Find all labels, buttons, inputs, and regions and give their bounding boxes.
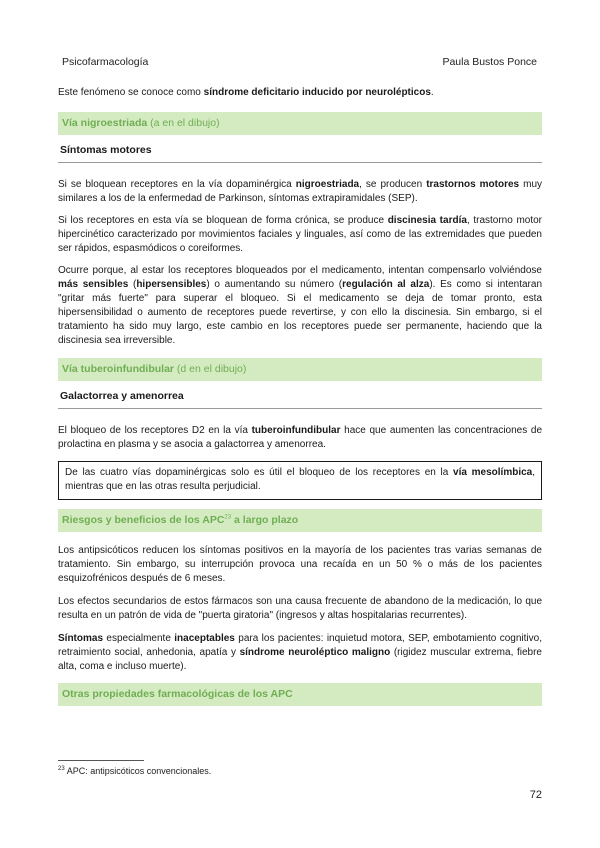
highlight-box: De las cuatro vías dopaminérgicas solo es útil el bloqueo de los receptores en la vía mesolímbica, mientras que en las otras resulta perjudicial. <box>58 461 542 500</box>
footnote-separator <box>58 760 144 761</box>
header-author: Paula Bustos Ponce <box>442 56 537 68</box>
subheading-rule <box>58 408 542 409</box>
page-number: 72 <box>529 789 542 801</box>
intro-paragraph: Este fenómeno se conoce como síndrome deficitario inducido por neurolépticos. <box>58 87 434 98</box>
subheading-rule <box>58 162 542 163</box>
subheading-galactorrea: Galactorrea y amenorrea <box>60 390 184 402</box>
paragraph-tubero-1: El bloqueo de los receptores D2 en la vía tuberoinfundibular hace que aumenten las concentraciones de prolactina en plasma y se asocia a galactorrea y amenorrea. <box>58 425 543 450</box>
section-band-otras-propiedades: Otras propiedades farmacológicas de los APC <box>58 683 542 706</box>
section-band-riesgos: Riesgos y beneficios de los APC$^{23}$ a largo plazo <box>58 509 542 532</box>
paragraph-riesgos-2: Los efectos secundarios de estos fármacos son una causa frecuente de abandono de la medicación, lo que resulta en un patrón de vida de "puerta giratoria" (ingresos y altas hospitalarias recurrentes). <box>58 596 542 621</box>
paragraph-riesgos-3: Síntomas especialmente inaceptables para los pacientes: inquietud motora, SEP, embotamiento cognitivo, retraimiento social, anhedonia, apatía y síndrome neuroléptico maligno (rigidez muscular extrema, fiebre alta, coma e incluso muerte). <box>58 633 542 672</box>
section-band-nigroestriada: Vía nigroestriada (a en el dibujo) <box>58 112 542 135</box>
page-content <box>58 86 542 706</box>
paragraph-nigro-3: Ocurre porque, al estar los receptores bloqueados por el medicamento, intentan compensarlo volviéndose más sensibles (hipersensibles) o aumentando su número (regulación al alza). Es como si intentaran "gritar más fuerte" para superar el bloqueo. Si el medicamento se deja de tomar pronto, esta hipersensibilidad o aumento de receptores puede revertirse, y con ello la discinesia. Sin embargo, si el tratamiento ha sido muy largo, este cambio en los receptores puede ser permanente, haciendo que la discinesia sea irreversible. <box>58 265 543 346</box>
subheading-sintomas-motores: Síntomas motores <box>60 144 152 156</box>
section-band-tuberoinfundibular: Vía tuberoinfundibular (d en el dibujo) <box>58 358 542 381</box>
paragraph-riesgos-1: Los antipsicóticos reducen los síntomas positivos en la mayoría de los pacientes tras varias semanas de tratamiento. Sin embargo, su interrupción provoca una recaída en un 50 % o más de los pacientes esquizofrénicos después de 6 meses. <box>58 545 542 584</box>
header-course-title: Psicofarmacología <box>62 56 149 68</box>
footnote-ref: 23 <box>224 514 232 521</box>
footnote: $^{23}$ APC: antipsicóticos convencionales. <box>58 766 212 776</box>
paragraph-nigro-1: Si se bloquean receptores en la vía dopaminérgica nigroestriada, se producen trastornos motores muy similares a los de la enfermedad de Parkinson, síntomas extrapiramidales (SEP). <box>58 179 543 204</box>
paragraph-nigro-2: Si los receptores en esta vía se bloquean de forma crónica, se produce discinesia tardía, trastorno motor hipercinético caracterizado por movimientos faciales y linguales, así como de las extremidades que pueden ser rápidos, espasmódicos o coreiformes. <box>58 215 542 254</box>
